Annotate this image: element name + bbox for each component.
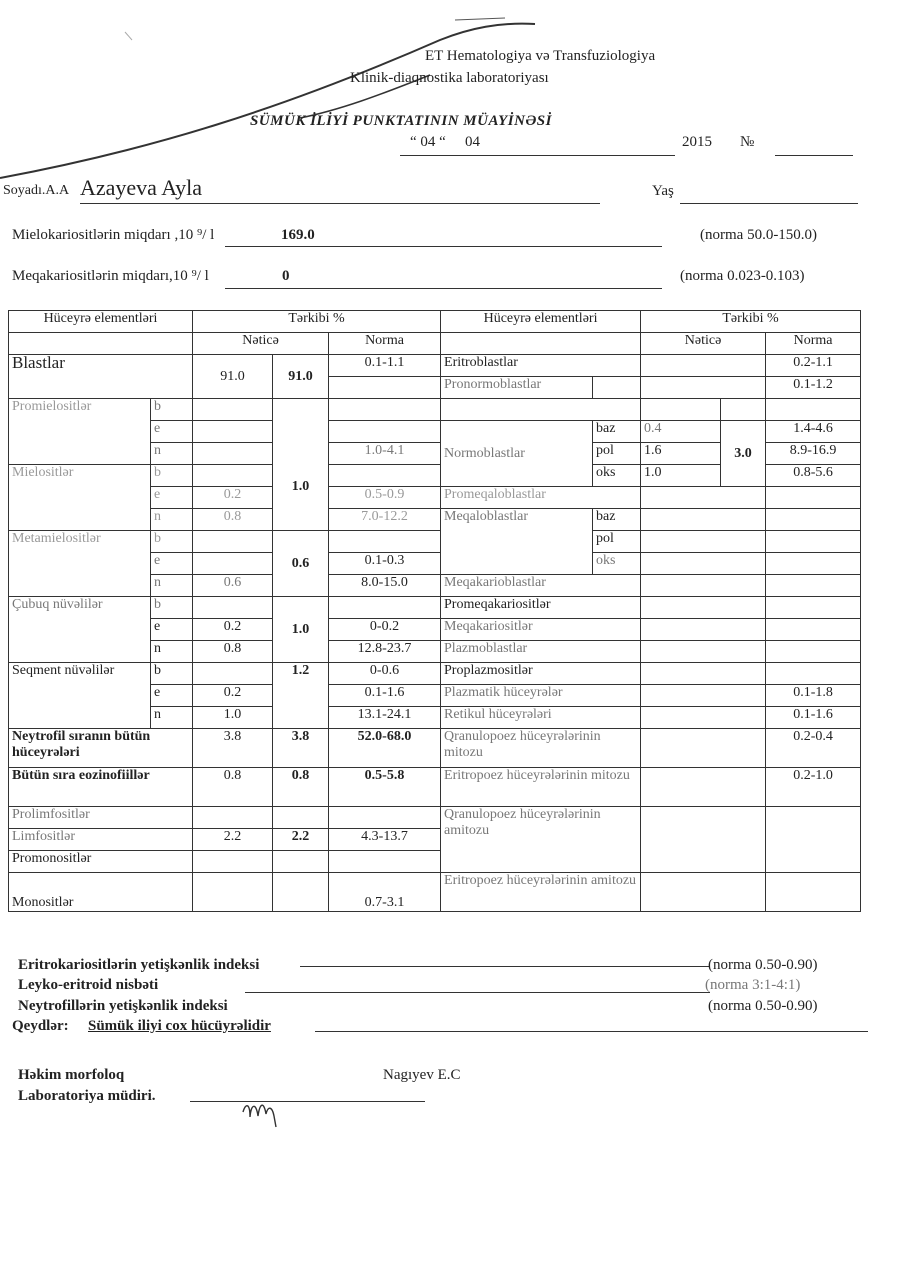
- cubuq-label: Çubuq nüvəlilər: [9, 597, 151, 663]
- number-label: №: [740, 134, 755, 150]
- retikul-label: Retikul hüceyrələri: [441, 707, 641, 729]
- promono-label: Promonositlər: [9, 851, 193, 873]
- erit-mitoz-norm: 0.2-1.0: [766, 768, 861, 807]
- eritroblast-label: Eritroblastlar: [441, 355, 641, 377]
- qran-mitoz-label: Qranulopoez hüceyrələrinin mitozu: [441, 729, 641, 768]
- normo-label: Normoblastlar: [441, 421, 593, 487]
- index-erit-norma: (norma 0.50-0.90): [708, 957, 818, 973]
- org-line-2: Klinik-diaqnostika laboratoriyası: [350, 70, 549, 86]
- mielo-e-norm: 0.5-0.9: [329, 487, 441, 509]
- table-row: [9, 807, 861, 829]
- h-norma-left: Norma: [329, 333, 441, 355]
- seq-n-value: 1.0: [193, 707, 273, 729]
- h-elements-left: Hüceyrə elementləri: [9, 311, 193, 333]
- promeqakario-label: Promeqakariositlər: [441, 597, 641, 619]
- metamielo-e: e: [151, 553, 193, 575]
- neytrofil-norm: 52.0-68.0: [329, 729, 441, 768]
- table-row: [9, 597, 861, 619]
- notes-text: Sümük iliyi cox hücüyrəlidir: [88, 1018, 271, 1034]
- seqment-n: n: [151, 707, 193, 729]
- mielo-count-value: 169.0: [281, 227, 315, 243]
- blast-value: 91.0: [193, 355, 273, 399]
- table-row: [9, 355, 861, 377]
- neytrofil-value: 3.8: [193, 729, 273, 768]
- index-leyko-norma: (norma 3:1-4:1): [705, 977, 801, 993]
- normo-pol-value: 1.6: [641, 443, 721, 465]
- date-day: “ 04 “: [410, 134, 446, 150]
- normo-sum: 3.0: [721, 421, 766, 487]
- name-underline: [80, 203, 600, 204]
- mielo-norma: (norma 50.0-150.0): [700, 227, 818, 243]
- blast-norm: 0.1-1.1: [329, 355, 441, 377]
- table-row: [9, 768, 861, 807]
- seq-sum: 1.2: [273, 663, 329, 729]
- retikul-norm: 0.1-1.6: [766, 707, 861, 729]
- header-row-1: [9, 311, 861, 333]
- mielo-n: n: [151, 509, 193, 531]
- eozino-sum: 0.8: [273, 768, 329, 807]
- page-title: SÜMÜK İLİYİ PUNKTATININ MÜAYİNƏSİ: [250, 113, 552, 129]
- date-year: 2015: [682, 134, 712, 150]
- cubuq-n-value: 0.8: [193, 641, 273, 663]
- meqalo-label: Meqaloblastlar: [441, 509, 593, 575]
- normo-baz-norm: 1.4-4.6: [766, 421, 861, 443]
- cubuq-e-norm: 0-0.2: [329, 619, 441, 641]
- table-row: [9, 729, 861, 768]
- plazmatik-label: Plazmatik hüceyrələr: [441, 685, 641, 707]
- limfo-value: 2.2: [193, 829, 273, 851]
- age-underline: [680, 203, 858, 204]
- table-row: [9, 377, 861, 399]
- h-netice-left: Nəticə: [193, 333, 329, 355]
- index-erit-line: [300, 966, 710, 967]
- table-row: [9, 663, 861, 685]
- metamielo-label: Metamielositlər: [9, 531, 151, 597]
- org-line-1: ET Hematologiya və Transfuziologiya: [425, 48, 656, 64]
- normo-baz-value: 0.4: [641, 421, 721, 443]
- seqment-e: e: [151, 685, 193, 707]
- date-underline: [400, 155, 675, 156]
- erit-amitoz-label: Eritropoez hüceyrələrinin amitozu: [441, 873, 641, 912]
- limfo-norm: 4.3-13.7: [329, 829, 441, 851]
- prolimfo-label: Prolimfositlər: [9, 807, 193, 829]
- mielo-sum: 1.0: [291, 479, 310, 494]
- promielo-b: b: [151, 399, 193, 421]
- metamielo-n: n: [151, 575, 193, 597]
- meqa-count-label: Meqakariositlərin miqdarı,10 ⁹/ l: [12, 268, 209, 284]
- metamielo-b: b: [151, 531, 193, 553]
- normo-oks-value: 1.0: [641, 465, 721, 487]
- erit-mitoz-label: Eritropoez hüceyrələrinin mitozu: [441, 768, 641, 807]
- meta-sum: 0.6: [273, 531, 329, 597]
- proplazmo-label: Proplazmositlər: [441, 663, 641, 685]
- table-row: [9, 531, 861, 553]
- role-mudir: Laboratoriya müdiri.: [18, 1088, 156, 1104]
- neytrofil-sum: 3.8: [273, 729, 329, 768]
- eritroblast-norm: 0.2-1.1: [766, 355, 861, 377]
- qran-mitoz-norm: 0.2-0.4: [766, 729, 861, 768]
- h-terkibi-left: Tərkibi %: [193, 311, 441, 333]
- promielo-n: n: [151, 443, 193, 465]
- meqalo-pol: pol: [593, 531, 641, 553]
- limfo-sum: 2.2: [273, 829, 329, 851]
- mielo-e: e: [151, 487, 193, 509]
- mielo-b: b: [151, 465, 193, 487]
- promeqalo-label: Promeqaloblastlar: [441, 487, 641, 509]
- index-neyt-norma: (norma 0.50-0.90): [708, 998, 818, 1014]
- patient-name: Azayeva Ayla: [80, 175, 202, 200]
- limfo-label: Limfositlər: [9, 829, 193, 851]
- header-row-2: [9, 333, 861, 355]
- index-erit-label: Eritrokariositlərin yetişkənlik indeksi: [18, 957, 260, 973]
- normo-baz: baz: [593, 421, 641, 443]
- table-row: [9, 873, 861, 912]
- role-morfoloq: Həkim morfoloq: [18, 1067, 125, 1083]
- age-label: Yaş: [652, 183, 674, 199]
- notes-label: Qeydlər:: [12, 1018, 69, 1034]
- h-norma-right: Norma: [766, 333, 861, 355]
- seq-e-value: 0.2: [193, 685, 273, 707]
- number-underline: [775, 155, 853, 156]
- cubuq-n-norm: 12.8-23.7: [329, 641, 441, 663]
- qran-amitoz-label: Qranulopoez hüceyrələrinin amitozu: [441, 807, 641, 873]
- table-row: [9, 399, 861, 421]
- cubuq-e-value: 0.2: [193, 619, 273, 641]
- meqakario-label: Meqakariositlər: [441, 619, 641, 641]
- mielo-n-norm: 7.0-12.2: [329, 509, 441, 531]
- seqment-label: Seqment nüvəlilər: [9, 663, 151, 729]
- plazmatik-norm: 0.1-1.8: [766, 685, 861, 707]
- blast-sum: 91.0: [273, 355, 329, 399]
- normo-oks-norm: 0.8-5.6: [766, 465, 861, 487]
- seq-b-norm: 0-0.6: [329, 663, 441, 685]
- mielo-label: Mielositlər: [9, 465, 151, 531]
- notes-line: [315, 1031, 868, 1032]
- meqakarioblast-label: Meqakarioblastlar: [441, 575, 641, 597]
- neytrofil-label: Neytrofil sıranın bütün hüceyrələri: [9, 729, 193, 768]
- plazmoblast-label: Plazmoblastlar: [441, 641, 641, 663]
- index-neyt-label: Neytrofillərin yetişkənlik indeksi: [18, 998, 228, 1014]
- seq-e-norm: 0.1-1.6: [329, 685, 441, 707]
- eozino-norm: 0.5-5.8: [329, 768, 441, 807]
- mielo-count-label: Mielokariositlərin miqdarı ,10 ⁹/ l: [12, 227, 215, 243]
- signature-icon: [238, 1092, 288, 1132]
- mielo-e-value: 0.2: [193, 487, 273, 509]
- meqalo-baz: baz: [593, 509, 641, 531]
- doctor-name: Nagıyev E.C: [383, 1067, 461, 1083]
- meqalo-oks: oks: [593, 553, 641, 575]
- meta-n-value: 0.6: [193, 575, 273, 597]
- h-netice-right: Nəticə: [641, 333, 766, 355]
- cubuq-sum: 1.0: [273, 597, 329, 663]
- surname-label: Soyadı.A.A: [3, 183, 70, 198]
- cubuq-b: b: [151, 597, 193, 619]
- meqa-count-value: 0: [282, 268, 290, 284]
- meta-n-norm: 8.0-15.0: [329, 575, 441, 597]
- date-month: 04: [465, 134, 480, 150]
- mono-norm: 0.7-3.1: [329, 873, 441, 912]
- promielo-n-norm: 1.0-4.1: [329, 443, 441, 465]
- mielo-underline: [225, 246, 662, 247]
- normo-pol: pol: [593, 443, 641, 465]
- eozino-value: 0.8: [193, 768, 273, 807]
- index-leyko-line: [245, 992, 710, 993]
- h-terkibi-right: Tərkibi %: [641, 311, 861, 333]
- h-elements-right: Hüceyrə elementləri: [441, 311, 641, 333]
- normo-oks: oks: [593, 465, 641, 487]
- signature-line: [190, 1101, 425, 1102]
- blastlar-label: Blastlar: [9, 355, 193, 377]
- pronormo-norm: 0.1-1.2: [766, 377, 861, 399]
- promielo-e: e: [151, 421, 193, 443]
- pronormo-label: Pronormoblastlar: [441, 377, 593, 399]
- eozino-label: Bütün sıra eozinofiillər: [9, 768, 193, 807]
- seqment-b: b: [151, 663, 193, 685]
- cubuq-e: e: [151, 619, 193, 641]
- promielo-label: Promielositlər: [9, 399, 151, 465]
- marrow-table: [8, 310, 861, 912]
- seq-n-norm: 13.1-24.1: [329, 707, 441, 729]
- index-leyko-label: Leyko-eritroid nisbəti: [18, 977, 159, 993]
- mielo-n-value: 0.8: [193, 509, 273, 531]
- mono-label: Monositlər: [9, 873, 193, 912]
- normo-pol-norm: 8.9-16.9: [766, 443, 861, 465]
- cubuq-n: n: [151, 641, 193, 663]
- meta-e-norm: 0.1-0.3: [329, 553, 441, 575]
- meqa-underline: [225, 288, 662, 289]
- meqa-norma: (norma 0.023-0.103): [680, 268, 805, 284]
